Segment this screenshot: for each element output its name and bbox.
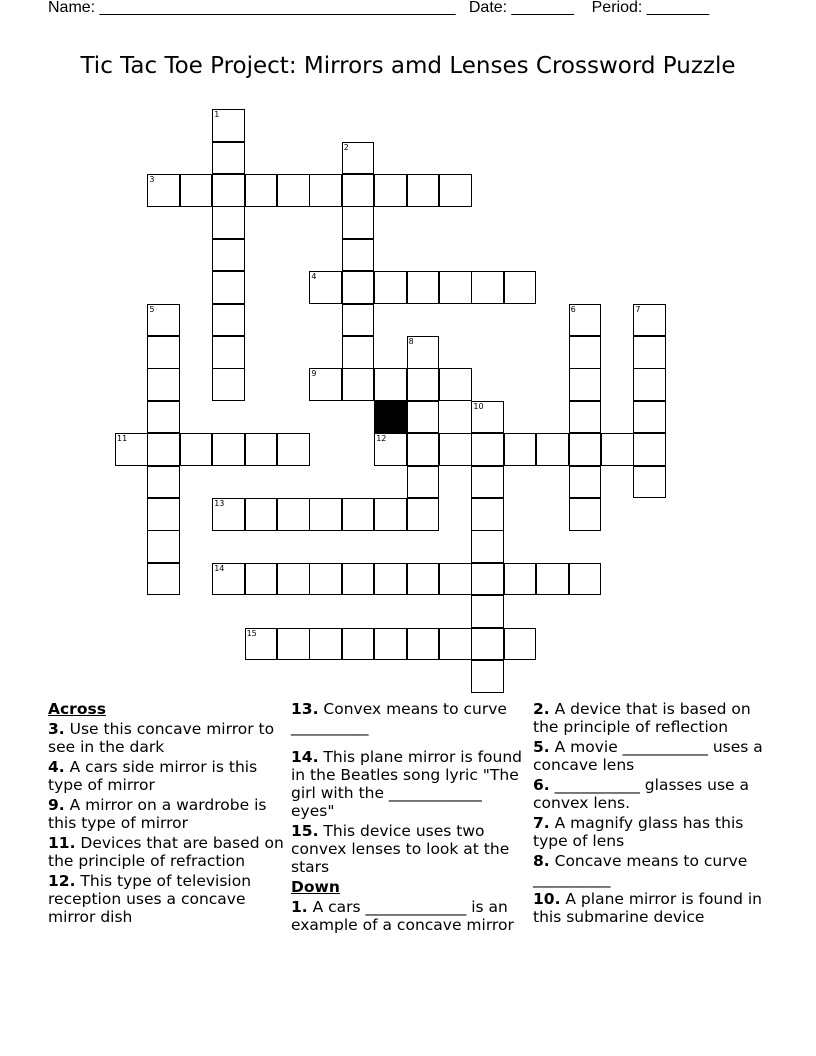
down-heading: Down xyxy=(291,878,340,896)
clue-number: 14 xyxy=(214,563,225,573)
crossword-cell[interactable] xyxy=(504,563,537,596)
crossword-cell[interactable] xyxy=(147,466,180,499)
crossword-cell[interactable] xyxy=(212,433,245,466)
crossword-cell[interactable] xyxy=(374,174,407,207)
date-field-label: Date: _______ xyxy=(468,0,574,16)
down-clue-8: 8. Concave means to curve __________ xyxy=(533,852,748,888)
name-field-label: Name: ________________________________________ xyxy=(48,0,456,16)
crossword-cell[interactable] xyxy=(309,368,342,401)
crossword-cell[interactable] xyxy=(374,498,407,531)
clue-column-2 xyxy=(291,700,527,936)
across-clue-12: 12. This type of television reception uses a concave mirror dish xyxy=(48,872,252,926)
crossword-cell[interactable] xyxy=(342,563,375,596)
crossword-cell[interactable] xyxy=(277,628,310,661)
crossword-cell[interactable] xyxy=(504,628,537,661)
crossword-cell[interactable] xyxy=(407,563,440,596)
crossword-cell[interactable] xyxy=(471,628,504,661)
across-clue-15: 15. This device uses two convex lenses to look at the stars xyxy=(291,822,510,876)
crossword-cell[interactable] xyxy=(374,433,407,466)
crossword-cell[interactable] xyxy=(407,466,440,499)
clue-number: 10 xyxy=(473,401,484,411)
crossword-cell[interactable] xyxy=(147,433,180,466)
crossword-cell[interactable] xyxy=(471,401,504,434)
crossword-cell[interactable] xyxy=(212,368,245,401)
down-clue-6: 6. ___________ glasses use a convex lens. xyxy=(533,776,749,812)
clue-number: 7 xyxy=(635,304,641,314)
crossword-cell[interactable] xyxy=(374,271,407,304)
crossword-cell[interactable] xyxy=(245,628,278,661)
crossword-cell[interactable] xyxy=(374,368,407,401)
crossword-cell[interactable] xyxy=(601,433,634,466)
period-field-label: Period: _______ xyxy=(591,0,710,16)
crossword-cell[interactable] xyxy=(342,336,375,369)
crossword-cell[interactable] xyxy=(212,336,245,369)
crossword-cell[interactable] xyxy=(471,433,504,466)
crossword-cell[interactable] xyxy=(374,628,407,661)
crossword-cell[interactable] xyxy=(212,109,245,142)
down-clue-2: 2. A device that is based on the principle of reflection xyxy=(533,700,751,736)
crossword-cell[interactable] xyxy=(342,498,375,531)
crossword-cell[interactable] xyxy=(212,563,245,596)
crossword-cell[interactable] xyxy=(439,433,472,466)
clue-column-3 xyxy=(533,700,769,928)
down-clue-7: 7. A magnify glass has this type of lens xyxy=(533,814,744,850)
crossword-cell[interactable] xyxy=(212,206,245,239)
across-clue-11: 11. Devices that are based on the principle of refraction xyxy=(48,834,284,870)
crossword-cell[interactable] xyxy=(342,271,375,304)
crossword-cell[interactable] xyxy=(439,368,472,401)
crossword-cell[interactable] xyxy=(147,530,180,563)
crossword-cell[interactable] xyxy=(147,336,180,369)
crossword-cell[interactable] xyxy=(471,271,504,304)
crossword-cell[interactable] xyxy=(342,206,375,239)
crossword-cell[interactable] xyxy=(212,174,245,207)
crossword-cell[interactable] xyxy=(569,433,602,466)
crossword-cell[interactable] xyxy=(569,498,602,531)
crossword-cell[interactable] xyxy=(569,336,602,369)
crossword-cell[interactable] xyxy=(245,498,278,531)
crossword-cell[interactable] xyxy=(212,498,245,531)
across-clue-3: 3. Use this concave mirror to see in the dark xyxy=(48,720,275,756)
crossword-cell[interactable] xyxy=(407,368,440,401)
crossword-cell[interactable] xyxy=(212,142,245,175)
crossword-cell[interactable] xyxy=(309,498,342,531)
crossword-cell[interactable] xyxy=(569,304,602,337)
crossword-cell[interactable] xyxy=(407,498,440,531)
crossword-cell[interactable] xyxy=(471,660,504,693)
clue-number: 2 xyxy=(343,142,349,152)
crossword-cell[interactable] xyxy=(147,304,180,337)
crossword-cell[interactable] xyxy=(277,563,310,596)
crossword-cell[interactable] xyxy=(536,563,569,596)
crossword-cell[interactable] xyxy=(277,433,310,466)
across-clue-14: 14. This plane mirror is found in the Beatles song lyric "The girl with the ____________ eyes" xyxy=(291,748,522,820)
crossword-cell[interactable] xyxy=(633,336,666,369)
crossword-cell[interactable] xyxy=(569,401,602,434)
crossword-cell[interactable] xyxy=(569,466,602,499)
crossword-cell[interactable] xyxy=(569,563,602,596)
clue-number: 1 xyxy=(214,110,220,120)
crossword-cell[interactable] xyxy=(439,271,472,304)
crossword-cell[interactable] xyxy=(245,174,278,207)
crossword-cell[interactable] xyxy=(309,174,342,207)
clue-number: 8 xyxy=(408,337,414,346)
crossword-cell[interactable] xyxy=(407,433,440,466)
across-clue-4: 4. A cars side mirror is this type of mirror xyxy=(48,758,258,794)
crossword-cell[interactable] xyxy=(471,498,504,531)
crossword-cell[interactable] xyxy=(277,498,310,531)
crossword-cell[interactable] xyxy=(471,595,504,628)
crossword-cell[interactable] xyxy=(536,433,569,466)
crossword-cell[interactable] xyxy=(212,239,245,272)
crossword-cell[interactable] xyxy=(212,304,245,337)
clue-column-1 xyxy=(48,700,284,928)
crossword-cell[interactable] xyxy=(439,628,472,661)
clue-number: 4 xyxy=(311,272,317,282)
crossword-cell[interactable] xyxy=(245,563,278,596)
crossword-cell[interactable] xyxy=(342,142,375,175)
crossword-cell[interactable] xyxy=(633,401,666,434)
crossword-cell[interactable] xyxy=(504,433,537,466)
crossword-cell[interactable] xyxy=(407,628,440,661)
crossword-cell[interactable] xyxy=(633,466,666,499)
crossword-cell[interactable] xyxy=(342,239,375,272)
crossword-cell[interactable] xyxy=(407,401,440,434)
crossword-cell[interactable] xyxy=(504,271,537,304)
clue-number: 9 xyxy=(311,369,317,379)
crossword-cell[interactable] xyxy=(569,368,602,401)
crossword-cell[interactable] xyxy=(471,563,504,596)
crossword-cell[interactable] xyxy=(471,466,504,499)
crossword-cell[interactable] xyxy=(633,433,666,466)
crossword-cell[interactable] xyxy=(342,368,375,401)
clue-number: 13 xyxy=(214,499,225,508)
crossword-cell[interactable] xyxy=(180,174,213,207)
page-title: Tic Tac Toe Project: Mirrors amd Lenses Crossword Puzzle xyxy=(80,53,736,79)
crossword-cell[interactable] xyxy=(439,174,472,207)
crossword-cell[interactable] xyxy=(374,563,407,596)
clue-number: 15 xyxy=(246,628,257,638)
crossword-cell[interactable] xyxy=(309,563,342,596)
crossword-cell[interactable] xyxy=(277,174,310,207)
crossword-cell[interactable] xyxy=(407,174,440,207)
crossword-cell[interactable] xyxy=(180,433,213,466)
black-cell xyxy=(374,401,407,434)
crossword-cell[interactable] xyxy=(147,401,180,434)
down-clue-5: 5. A movie ___________ uses a concave lens xyxy=(533,738,763,774)
crossword-cell[interactable] xyxy=(147,498,180,531)
crossword-cell[interactable] xyxy=(147,368,180,401)
down-clue-10: 10. A plane mirror is found in this submarine device xyxy=(533,890,762,926)
crossword-cell[interactable] xyxy=(115,433,148,466)
crossword-cell[interactable] xyxy=(212,271,245,304)
crossword-cell[interactable] xyxy=(309,628,342,661)
crossword-cell[interactable] xyxy=(407,336,440,369)
down-clue-1: 1. A cars _____________ is an example of a concave mirror xyxy=(291,898,514,934)
crossword-cell[interactable] xyxy=(471,530,504,563)
crossword-cell[interactable] xyxy=(309,271,342,304)
crossword-cell[interactable] xyxy=(245,433,278,466)
crossword-cell[interactable] xyxy=(342,174,375,207)
crossword-cell[interactable] xyxy=(633,304,666,337)
across-clue-13: 13. Convex means to curve __________ xyxy=(291,700,507,736)
clue-number: 3 xyxy=(149,175,155,184)
crossword-cell[interactable] xyxy=(633,368,666,401)
crossword-cell[interactable] xyxy=(407,271,440,304)
crossword-cell[interactable] xyxy=(342,628,375,661)
clue-number: 6 xyxy=(570,304,576,314)
clue-number: 5 xyxy=(149,304,155,314)
crossword-cell[interactable] xyxy=(439,563,472,596)
crossword-cell[interactable] xyxy=(342,304,375,337)
crossword-cell[interactable] xyxy=(147,174,180,207)
across-clue-9: 9. A mirror on a wardrobe is this type of mirror xyxy=(48,796,267,832)
clue-number: 11 xyxy=(117,434,128,444)
crossword-cell[interactable] xyxy=(147,563,180,596)
clue-number: 12 xyxy=(376,434,387,444)
across-heading: Across xyxy=(48,700,106,718)
